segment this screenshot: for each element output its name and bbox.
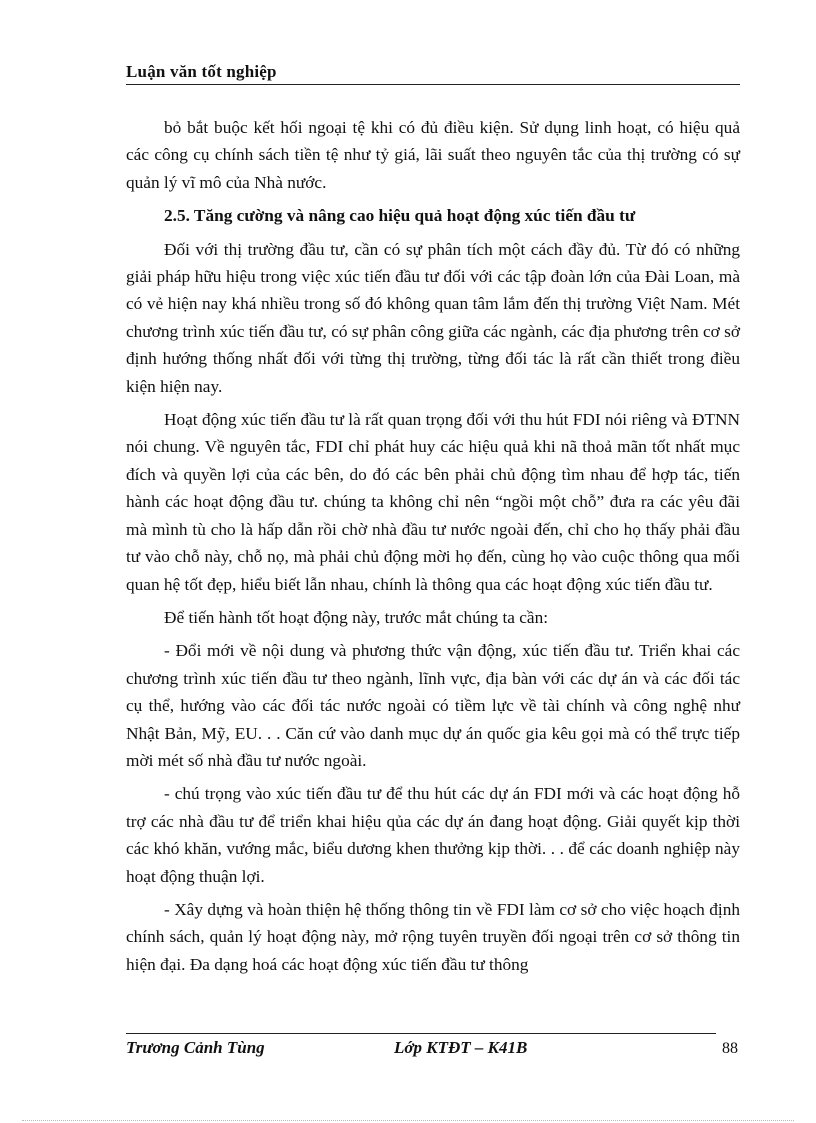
section-heading: 2.5. Tăng cường và nâng cao hiệu quả hoạt động xúc tiến đầu tư (164, 206, 636, 226)
page-header (126, 62, 740, 85)
paragraph-1: bỏ bắt buộc kết hối ngoại tệ khi có đủ điều kiện. Sử dụng linh hoạt, có hiệu quả các công cụ chính sách tiền tệ như tỷ giá, lãi suất theo nguyên tắc của thị trường có sự quản lý vĩ mô của Nhà nước. (126, 118, 740, 192)
footer-divider (126, 1033, 716, 1034)
page-bottom-border (22, 1120, 794, 1121)
paragraph-4: Để tiến hành tốt hoạt động này, trước mắt chúng ta cần: (164, 607, 549, 627)
footer-author: Trương Cảnh Tùng (126, 1038, 265, 1057)
page-number: 88 (722, 1040, 738, 1057)
document-body (126, 114, 740, 984)
paragraph-5: - Đổi mới về nội dung và phương thức vận động, xúc tiến đầu tư. Triển khai các chương trình xúc tiến đầu tư theo ngành, lĩnh vực, địa bàn với các dự án và các đối tác cụ thể, hướng vào các đối tác nước ngoài có tiềm lực về tài chính và công nghệ như Nhật Bản, Mỹ, EU. . . Căn cứ vào danh mục dự án quốc gia kêu gọi mà có thể trực tiếp mời mét số nhà đầu tư nước ngoài. (126, 641, 740, 770)
paragraph-7: - Xây dựng và hoàn thiện hệ thống thông tin về FDI làm cơ sở cho việc hoạch định chính sách, quản lý hoạt động này, mở rộng tuyên truyền đối ngoại trên cơ sở thông tin hiện đại. Đa dạng hoá các hoạt động xúc tiến đầu tư thông (126, 899, 740, 974)
paragraph-3: Hoạt động xúc tiến đầu tư là rất quan trọng đối với thu hút FDI nói riêng và ĐTNN nói chung. Về nguyên tắc, FDI chỉ phát huy các hiệu quả khi nã thoả mãn tốt nhất mục đích và quyền lợi của các bên, do đó các bên phải chủ động tìm nhau để hợp tác, tiến hành các hoạt động đầu tư. chúng ta không chỉ nên “ngồi một chỗ” đưa ra các yêu đãi mà mình tù cho là hấp dẫn rồi chờ nhà đầu tư nước ngoài đến, chỉ cho họ thấy phải đầu tư vào chỗ này, chỗ nọ, mà phải chủ động mời họ đến, cùng họ vào cuộc thông qua mối quan hệ tốt đẹp, hiểu biết lẫn nhau, chính là thông qua các hoạt động xúc tiến đầu tư. (126, 410, 740, 594)
page-footer (126, 1038, 740, 1064)
paragraph-2: Đối với thị trường đầu tư, cần có sự phân tích một cách đầy đủ. Từ đó có những giải pháp hữu hiệu trong việc xúc tiến đầu tư đối với các tập đoàn lớn của Đài Loan, mà có vẻ hiện nay khá nhiều trong số đó không quan tâm lắm đến thị trường Việt Nam. Mét chương trình xúc tiến đầu tư, có sự phân công giữa các ngành, các địa phương trên cơ sở định hướng thống nhất đối với từng thị trường, từng đối tác là rất cần thiết trong điều kiện hiện nay. (126, 239, 740, 396)
footer-class: Lớp KTĐT – K41B (394, 1038, 528, 1057)
header-title: Luận văn tốt nghiệp (126, 62, 277, 81)
paragraph-6: - chú trọng vào xúc tiến đầu tư để thu hút các dự án FDI mới và các hoạt động hỗ trợ các nhà đầu tư để triển khai hiệu qủa các dự án đang hoạt động. Giải quyết kịp thời các khó khăn, vướng mắc, biểu dương khen thưởng kịp thời. . . để các doanh nghiệp này hoạt động thuận lợi. (126, 784, 740, 886)
